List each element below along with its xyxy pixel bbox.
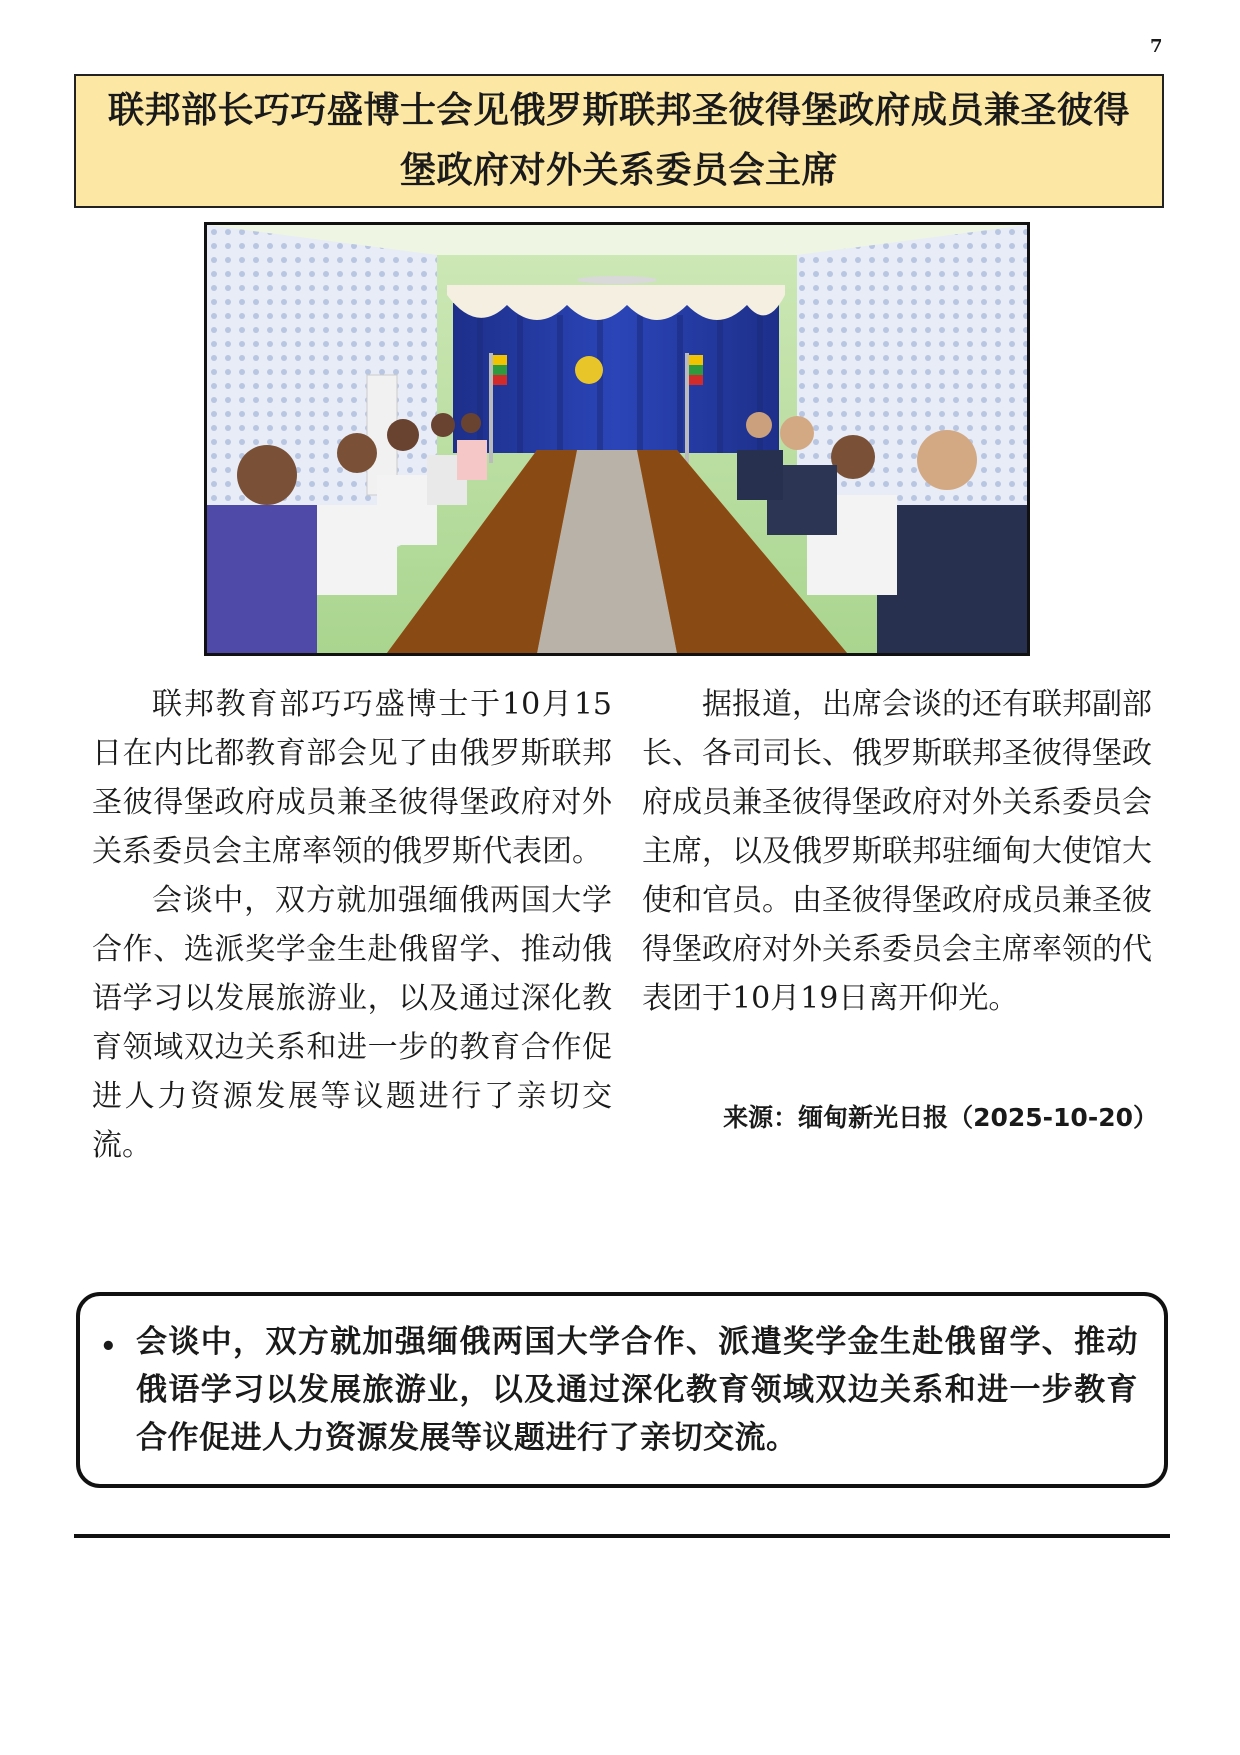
key-point-text: 会谈中，双方就加强缅俄两国大学合作、派遣奖学金生赴俄留学、推动俄语学习以发展旅游业，以及通过深化教育领域双边关系和进一步教育合作促进人力资源发展等议题进行了亲切交流。 <box>136 1324 1138 1456</box>
article-title-line-2: 堡政府对外关系委员会主席 <box>399 150 838 191</box>
article-body-left-column <box>92 680 612 1170</box>
article-title-box <box>74 74 1164 208</box>
article-title-line-1: 联邦部长巧巧盛博士会见俄罗斯联邦圣彼得堡政府成员兼圣彼得 <box>107 90 1130 131</box>
meeting-room-illustration <box>207 225 1027 653</box>
bottom-divider <box>74 1534 1170 1538</box>
body-paragraph: 会谈中，双方就加强缅俄两国大学合作、选派奖学金生赴俄留学、推动俄语学习以发展旅游业，以及通过深化教育领域双边关系和进一步的教育合作促进人力资源发展等议题进行了亲切交流。 <box>92 883 612 1163</box>
article-source: 来源：缅甸新光日报（2025-10-20） <box>723 1103 1158 1132</box>
meeting-photo <box>204 222 1030 656</box>
article-body-right-column <box>642 680 1152 1023</box>
page-number: 7 <box>1150 36 1163 57</box>
body-paragraph: 据报道，出席会谈的还有联邦副部长、各司司长、俄罗斯联邦圣彼得堡政府成员兼圣彼得堡政府对外关系委员会主席，以及俄罗斯联邦驻缅甸大使馆大使和官员。由圣彼得堡政府成员兼圣彼得堡政府对外关系委员会主席率领的代表团于10月19日离开仰光。 <box>642 687 1152 1016</box>
key-point-box <box>76 1292 1168 1488</box>
body-paragraph: 联邦教育部巧巧盛博士于10月15日在内比都教育部会见了由俄罗斯联邦圣彼得堡政府成员兼圣彼得堡政府对外关系委员会主席率领的俄罗斯代表团。 <box>92 687 612 869</box>
bullet-icon: • <box>100 1332 117 1362</box>
